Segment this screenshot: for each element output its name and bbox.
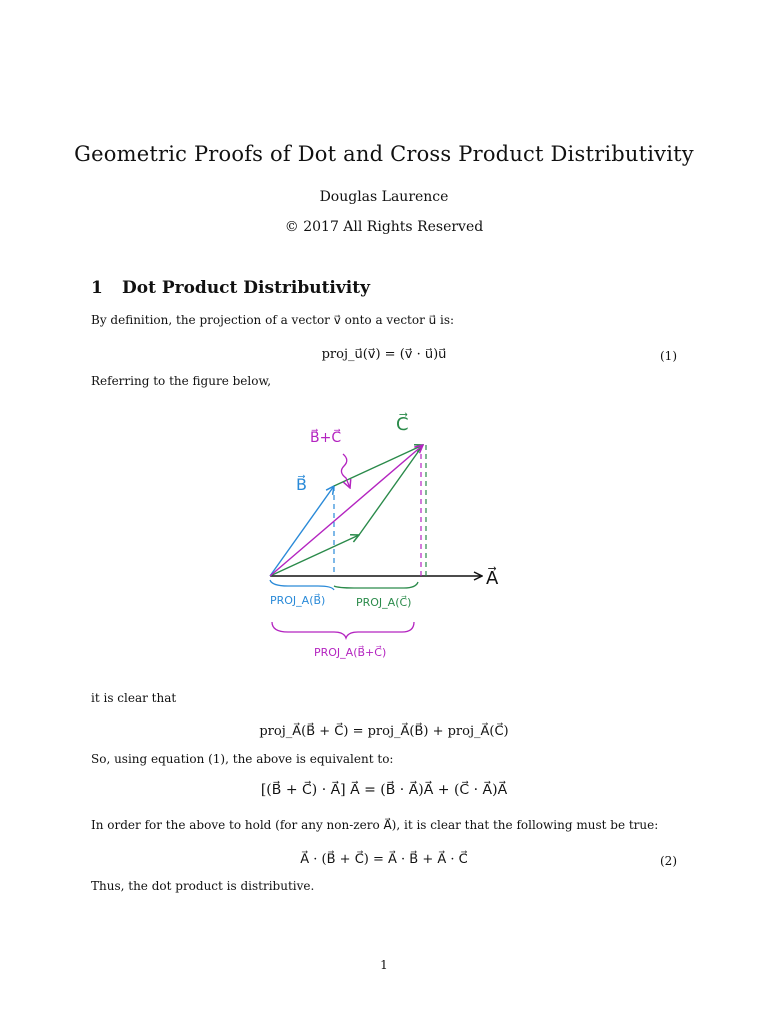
vector-c-label: C⃗	[396, 414, 409, 435]
paragraph-must-be-true: In order for the above to hold (for any non-zero A⃗), it is clear that the following must be true:	[91, 818, 659, 832]
equation-1-number: (1)	[660, 349, 677, 363]
author-name: Douglas Laurence	[319, 189, 449, 205]
brace-proj-bc	[272, 622, 414, 638]
vector-b-translated-line	[359, 445, 423, 535]
equation-projection-sum: proj_A⃗(B⃗ + C⃗) = proj_A⃗(B⃗) + proj_A⃗(C⃗)	[259, 724, 509, 739]
paragraph-clear-that: it is clear that	[91, 691, 177, 705]
vector-b-line	[270, 486, 334, 576]
proj-bc-label: PROJ_A(B⃗+C⃗)	[314, 646, 387, 659]
section-heading	[91, 278, 370, 298]
brace-proj-c	[334, 582, 418, 588]
paper-title: Geometric Proofs of Dot and Cross Product Distributivity	[74, 142, 694, 166]
vector-bc-label: B⃗+C⃗	[310, 430, 342, 446]
section-number: 1	[91, 278, 103, 298]
vector-c-line	[270, 535, 359, 576]
bc-label-pointer	[341, 454, 350, 488]
vector-b-label: B⃗	[296, 475, 307, 494]
paragraph-figure-reference: Referring to the figure below,	[91, 374, 272, 388]
equation-bracket-form: [(B⃗ + C⃗) · A⃗] A⃗ = (B⃗ · A⃗)A⃗ + (C⃗ · A⃗)A⃗	[260, 782, 508, 798]
vector-bc-line	[270, 445, 423, 576]
paragraph-projection-definition: By definition, the projection of a vector v⃗ onto a vector u⃗ is:	[91, 313, 455, 327]
section-title: Dot Product Distributivity	[122, 278, 370, 298]
equation-1: proj_u⃗(v⃗) = (v⃗ · u⃗)u⃗	[321, 347, 447, 362]
brace-proj-b	[270, 580, 334, 590]
proj-c-label: PROJ_A(C⃗)	[356, 596, 412, 609]
paragraph-conclusion: Thus, the dot product is distributive.	[91, 879, 315, 893]
vector-figure	[258, 402, 510, 670]
paragraph-equivalent: So, using equation (1), the above is equivalent to:	[91, 752, 394, 766]
page-number: 1	[380, 958, 388, 972]
copyright-notice: © 2017 All Rights Reserved	[284, 219, 484, 235]
vector-a-label: A⃗	[486, 568, 499, 589]
equation-2-number: (2)	[660, 854, 677, 868]
proj-b-label: PROJ_A(B⃗)	[270, 594, 326, 607]
equation-2: A⃗ · (B⃗ + C⃗) = A⃗ · B⃗ + A⃗ · C⃗	[300, 852, 468, 867]
